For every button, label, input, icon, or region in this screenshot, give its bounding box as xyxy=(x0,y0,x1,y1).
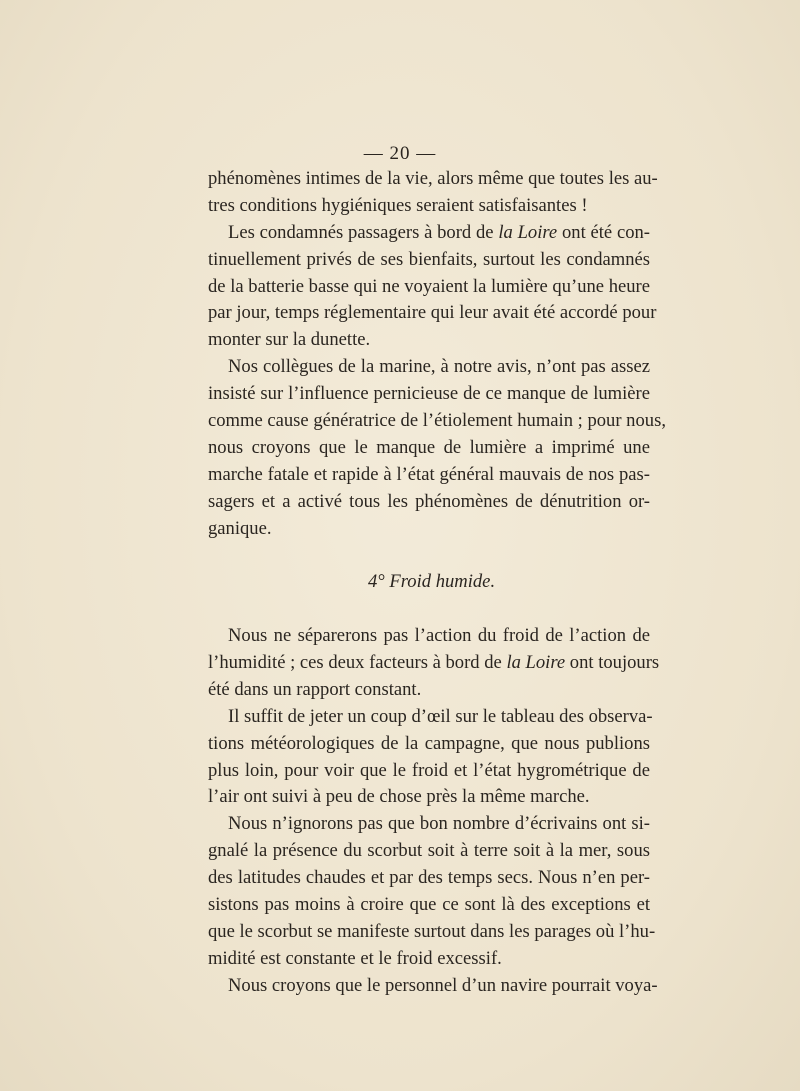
paragraph-line: Nous ne séparerons pas l’action du froid de l’action de xyxy=(228,625,650,647)
paragraph xyxy=(208,220,657,354)
paragraph xyxy=(208,811,656,972)
line-text: Les condamnés passagers à bord de xyxy=(228,221,499,243)
ship-name: la Loire xyxy=(506,652,566,674)
paragraph-line: l’air ont suivi à peu de chose près la même marche. xyxy=(208,786,590,808)
paragraph-line: sistons pas moins à croire que ce sont là des exceptions et xyxy=(208,894,650,916)
paragraph-line: de la batterie basse qui ne voyaient la lumière qu’une heure xyxy=(208,275,650,297)
paragraph-line: Nous n’ignorons pas que bon nombre d’écrivains ont si- xyxy=(228,813,650,835)
blank-line xyxy=(208,542,650,569)
paragraph-line: Nos collègues de la marine, à notre avis, n’ont pas assez xyxy=(228,356,650,378)
line-text: ont toujours xyxy=(565,652,660,674)
paragraph-line: tres conditions hygiéniques seraient satisfaisantes ! xyxy=(208,194,588,216)
paragraph-line: sagers et a activé tous les phénomènes de dénutrition or- xyxy=(208,490,650,512)
paragraph-line: été dans un rapport constant. xyxy=(208,678,422,700)
paragraph-line: phénomènes intimes de la vie, alors même que toutes les au- xyxy=(208,168,658,189)
paragraph-line: ganique. xyxy=(208,517,272,539)
section-label: Froid humide. xyxy=(389,571,496,593)
paragraph-line: des latitudes chaudes et par des temps secs. Nous n’en per- xyxy=(208,867,650,889)
paragraph xyxy=(208,623,660,704)
paragraph-line: que le scorbut se manifeste surtout dans les parages où l’hu- xyxy=(208,920,656,942)
paragraph-line: nous croyons que le manque de lumière a imprimé une xyxy=(208,436,650,458)
paragraph-line: insisté sur l’influence pernicieuse de ce manque de lumière xyxy=(208,383,650,405)
blank-line xyxy=(208,596,650,623)
paragraph xyxy=(208,166,658,220)
paragraph-line: Nous croyons que le personnel d’un navire pourrait voya- xyxy=(228,974,658,996)
paragraph-line: plus loin, pour voir que le froid et l’état hygrométrique de xyxy=(208,759,650,781)
paragraph-line: par jour, temps réglementaire qui leur avait été accordé pour xyxy=(208,302,657,324)
paragraph-line: tinuellement privés de ses bienfaits, surtout les condamnés xyxy=(208,248,650,270)
paragraph xyxy=(208,704,653,812)
ship-name: la Loire xyxy=(498,221,558,243)
paragraph xyxy=(208,973,658,1000)
section-number: 4° xyxy=(368,571,385,593)
paragraph-line: marche fatale et rapide à l’état général mauvais de nos pas- xyxy=(208,463,650,485)
paragraph-line: gnalé la présence du scorbut soit à terre soit à la mer, sous xyxy=(208,840,650,862)
paragraph-line: comme cause génératrice de l’étiolement humain ; pour nous, xyxy=(208,410,666,432)
paragraph xyxy=(208,354,666,542)
paragraph-line: Il suffit de jeter un coup d’œil sur le tableau des observa- xyxy=(228,705,653,727)
paragraph-line xyxy=(208,220,650,247)
paragraph-line: tions météorologiques de la campagne, que nous publions xyxy=(208,732,650,754)
line-text: ont été con- xyxy=(557,221,651,243)
paragraph-line: midité est constante et le froid excessif. xyxy=(208,947,502,969)
paragraph-line xyxy=(208,650,660,677)
page-number: — 20 — xyxy=(363,143,437,164)
body-text xyxy=(208,166,666,1000)
paragraph-line: monter sur la dunette. xyxy=(208,329,371,351)
line-text: l’humidité ; ces deux facteurs à bord de xyxy=(208,652,507,674)
section-heading xyxy=(208,569,650,596)
